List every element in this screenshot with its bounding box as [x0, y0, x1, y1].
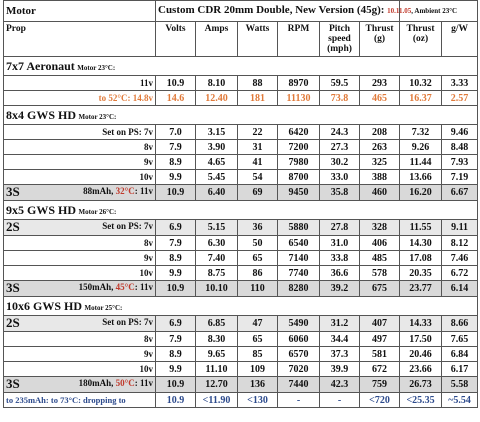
section-motor-temp: Motor 25°C:	[84, 304, 123, 312]
cell: 8.12	[442, 236, 478, 251]
cell: 6.72	[442, 266, 478, 281]
cell: 6.9	[156, 220, 196, 236]
cell: 181	[238, 91, 278, 106]
cell: 7.46	[442, 251, 478, 266]
section-title-row	[4, 57, 478, 76]
cell: 36.6	[320, 266, 360, 281]
cell: 8970	[278, 76, 320, 91]
cell: 85	[238, 347, 278, 362]
cell: <720	[360, 393, 400, 408]
cell: 109	[238, 362, 278, 377]
cell: 8.48	[442, 140, 478, 155]
row-label: to 52°C: 14.8v	[4, 91, 156, 106]
cell: 11.44	[400, 155, 442, 170]
row-label-b: 32°C	[115, 186, 135, 196]
cell: 675	[360, 281, 400, 297]
row-label: 10v	[4, 266, 156, 281]
row-label: Set on PS: 7v	[4, 125, 156, 140]
cell: 14.30	[400, 236, 442, 251]
title-text: Custom CDR 20mm Double, New Version (45g):	[158, 4, 385, 16]
row-label-c: : 11v	[134, 186, 153, 196]
cell-count: 2S	[6, 315, 20, 330]
cell: 12.40	[196, 91, 238, 106]
row-label-c: : 11v	[134, 378, 153, 388]
cell: 9.9	[156, 362, 196, 377]
cell: 6540	[278, 236, 320, 251]
col-thrust-oz: Thrust (oz)	[400, 22, 442, 57]
cell-count: 3S	[6, 184, 20, 199]
cell: 33.0	[320, 170, 360, 185]
cell: 34.4	[320, 332, 360, 347]
cell: 35.8	[320, 185, 360, 201]
cell: 5880	[278, 220, 320, 236]
cell: 6.9	[156, 316, 196, 332]
cell: 10.9	[156, 185, 196, 201]
row-label: 10v	[4, 362, 156, 377]
col-g-per-w: g/W	[442, 22, 478, 57]
column-header-row	[4, 22, 478, 57]
cell: 23.77	[400, 281, 442, 297]
row-label	[4, 377, 156, 393]
section-name: 10x6 GWS HD	[6, 299, 83, 313]
table-row-highlight	[4, 281, 478, 297]
cell: 406	[360, 236, 400, 251]
cell: 88	[238, 76, 278, 91]
cell: 6.14	[442, 281, 478, 297]
row-label-text: Set on PS: 7v	[102, 221, 153, 231]
cell: 465	[360, 91, 400, 106]
cell: 8.30	[196, 332, 238, 347]
cell: 14.6	[156, 91, 196, 106]
cell: 17.50	[400, 332, 442, 347]
table-row	[4, 140, 478, 155]
row-label: 9v	[4, 155, 156, 170]
cell: 10.10	[196, 281, 238, 297]
cell: 9.11	[442, 220, 478, 236]
cell: 7.32	[400, 125, 442, 140]
cell: 10.9	[156, 393, 196, 408]
row-label-c: : 11v	[134, 282, 153, 292]
row-label: 8v	[4, 236, 156, 251]
row-label-b: 50°C	[115, 378, 135, 388]
cell: 10.9	[156, 377, 196, 393]
cell: 31	[238, 140, 278, 155]
motor-label: Motor	[4, 1, 156, 22]
cell: 5490	[278, 316, 320, 332]
table-row	[4, 125, 478, 140]
section-title-row	[4, 297, 478, 316]
cell: 8.10	[196, 76, 238, 91]
row-label: 11v	[4, 76, 156, 91]
cell: 11.55	[400, 220, 442, 236]
section-name: 8x4 GWS HD	[6, 108, 77, 122]
col-rpm: RPM	[278, 22, 320, 57]
row-label	[4, 281, 156, 297]
col-watts: Watts	[238, 22, 278, 57]
cell-count: 3S	[6, 280, 20, 295]
cell: 581	[360, 347, 400, 362]
cell: 14.33	[400, 316, 442, 332]
row-label: 8v	[4, 332, 156, 347]
cell: 5.58	[442, 377, 478, 393]
cell: 7.9	[156, 236, 196, 251]
table-row	[4, 170, 478, 185]
cell: 36	[238, 220, 278, 236]
cell: 13.66	[400, 170, 442, 185]
cell: 6060	[278, 332, 320, 347]
cell: 69	[238, 185, 278, 201]
section-motor-temp: Motor 26°C:	[78, 208, 117, 216]
cell: 11.10	[196, 362, 238, 377]
cell: 9.65	[196, 347, 238, 362]
section-title-row	[4, 106, 478, 125]
table-row	[4, 155, 478, 170]
cell: 31.2	[320, 316, 360, 332]
table-row-highlight	[4, 185, 478, 201]
row-label: 10v	[4, 170, 156, 185]
section-title-row	[4, 201, 478, 220]
cell: 2.57	[442, 91, 478, 106]
cell: 208	[360, 125, 400, 140]
cell: 263	[360, 140, 400, 155]
cell: 6420	[278, 125, 320, 140]
cell: 27.3	[320, 140, 360, 155]
cell: 12.70	[196, 377, 238, 393]
cell: 42.3	[320, 377, 360, 393]
cell: 5.15	[196, 220, 238, 236]
row-label-a: 88mAh,	[83, 186, 116, 196]
cell: 578	[360, 266, 400, 281]
cell: 30.2	[320, 155, 360, 170]
cell: 10.32	[400, 76, 442, 91]
cell: 8.66	[442, 316, 478, 332]
cell: 5.45	[196, 170, 238, 185]
col-volts: Volts	[156, 22, 196, 57]
cell: 20.46	[400, 347, 442, 362]
section-motor-temp: Motor 23°C:	[78, 113, 117, 121]
cell: 27.8	[320, 220, 360, 236]
cell: 6.40	[196, 185, 238, 201]
cell: 24.3	[320, 125, 360, 140]
cell: 59.5	[320, 76, 360, 91]
cell: 7.19	[442, 170, 478, 185]
cell: 6.67	[442, 185, 478, 201]
cell: 460	[360, 185, 400, 201]
cell: 73.8	[320, 91, 360, 106]
cell: 26.73	[400, 377, 442, 393]
page-title	[156, 1, 458, 22]
cell: 37.3	[320, 347, 360, 362]
cell: 10.9	[156, 281, 196, 297]
section-motor-temp: Motor 23°C:	[77, 64, 116, 72]
cell: 6.84	[442, 347, 478, 362]
cell: 17.08	[400, 251, 442, 266]
cell-count: 3S	[6, 376, 20, 391]
cell: 6.17	[442, 362, 478, 377]
table-row-footer	[4, 393, 478, 408]
cell: 497	[360, 332, 400, 347]
row-label: 9v	[4, 347, 156, 362]
cell: 39.9	[320, 362, 360, 377]
section-name: 9x5 GWS HD	[6, 203, 77, 217]
cell: -	[278, 393, 320, 408]
row-label: 8v	[4, 140, 156, 155]
row-label	[4, 316, 156, 332]
cell: 9.9	[156, 170, 196, 185]
cell: 7740	[278, 266, 320, 281]
cell: <11.90	[196, 393, 238, 408]
cell: 7.40	[196, 251, 238, 266]
table-row	[4, 332, 478, 347]
cell: 9.9	[156, 266, 196, 281]
cell: 7.9	[156, 332, 196, 347]
cell: 388	[360, 170, 400, 185]
cell: 8.9	[156, 155, 196, 170]
cell: 136	[238, 377, 278, 393]
cell: 110	[238, 281, 278, 297]
cell: 672	[360, 362, 400, 377]
cell: ~5.54	[442, 393, 478, 408]
cell: 33.8	[320, 251, 360, 266]
row-label: to 235mAh: to 73°C: dropping to	[4, 393, 156, 408]
col-amps: Amps	[196, 22, 238, 57]
cell: 39.2	[320, 281, 360, 297]
cell: 22	[238, 125, 278, 140]
cell: 9.46	[442, 125, 478, 140]
cell: 8.9	[156, 347, 196, 362]
cell: 7.65	[442, 332, 478, 347]
row-label-text: Set on PS: 7v	[102, 317, 153, 327]
cell: 7.0	[156, 125, 196, 140]
cell: 3.90	[196, 140, 238, 155]
row-label-a: 180mAh,	[78, 378, 116, 388]
cell: 325	[360, 155, 400, 170]
row-label: 9v	[4, 251, 156, 266]
cell: 4.65	[196, 155, 238, 170]
cell: 86	[238, 266, 278, 281]
cell: 11130	[278, 91, 320, 106]
table-row	[4, 236, 478, 251]
cell: 7.9	[156, 140, 196, 155]
cell: <130	[238, 393, 278, 408]
cell: 7140	[278, 251, 320, 266]
cell: 65	[238, 251, 278, 266]
cell: 485	[360, 251, 400, 266]
cell: 23.66	[400, 362, 442, 377]
cell: 7.93	[442, 155, 478, 170]
cell: 759	[360, 377, 400, 393]
col-prop: Prop	[4, 22, 156, 57]
cell: 8700	[278, 170, 320, 185]
row-label	[4, 220, 156, 236]
cell: 6.85	[196, 316, 238, 332]
cell: 20.35	[400, 266, 442, 281]
cell: 9.26	[400, 140, 442, 155]
cell: 3.15	[196, 125, 238, 140]
cell: 6.30	[196, 236, 238, 251]
cell-count: 2S	[6, 219, 20, 234]
table-row	[4, 347, 478, 362]
col-pitch-speed: Pitch speed (mph)	[320, 22, 360, 57]
cell: 407	[360, 316, 400, 332]
cell: 9450	[278, 185, 320, 201]
cell: 3.33	[442, 76, 478, 91]
row-label	[4, 185, 156, 201]
section-name: 7x7 Aeronaut	[6, 59, 75, 73]
cell: 41	[238, 155, 278, 170]
motor-test-table	[3, 0, 478, 408]
cell: 50	[238, 236, 278, 251]
table-row	[4, 251, 478, 266]
cell: 31.0	[320, 236, 360, 251]
cell: 8280	[278, 281, 320, 297]
cell: 47	[238, 316, 278, 332]
cell: 7980	[278, 155, 320, 170]
cell: 8.9	[156, 251, 196, 266]
cell: 328	[360, 220, 400, 236]
cell: 54	[238, 170, 278, 185]
table-row	[4, 76, 478, 91]
col-thrust-g: Thrust (g)	[360, 22, 400, 57]
cell: -	[320, 393, 360, 408]
row-label-b: 45°C	[115, 282, 135, 292]
cell: 7440	[278, 377, 320, 393]
cell: 10.9	[156, 76, 196, 91]
title-row	[4, 1, 478, 22]
cell: 8.75	[196, 266, 238, 281]
table-row	[4, 316, 478, 332]
row-label-a: 150mAh,	[78, 282, 116, 292]
cell: 16.37	[400, 91, 442, 106]
table-row	[4, 220, 478, 236]
cell: 293	[360, 76, 400, 91]
cell: 16.20	[400, 185, 442, 201]
cell: 65	[238, 332, 278, 347]
cell: 6570	[278, 347, 320, 362]
table-row-highlight	[4, 377, 478, 393]
table-row	[4, 266, 478, 281]
table-row	[4, 362, 478, 377]
cell: 7200	[278, 140, 320, 155]
cell: <25.35	[400, 393, 442, 408]
cell: 7020	[278, 362, 320, 377]
table-row	[4, 91, 478, 106]
title-ambient: , Ambient 23°C	[411, 7, 458, 15]
title-date: 10.11.05	[387, 7, 412, 15]
